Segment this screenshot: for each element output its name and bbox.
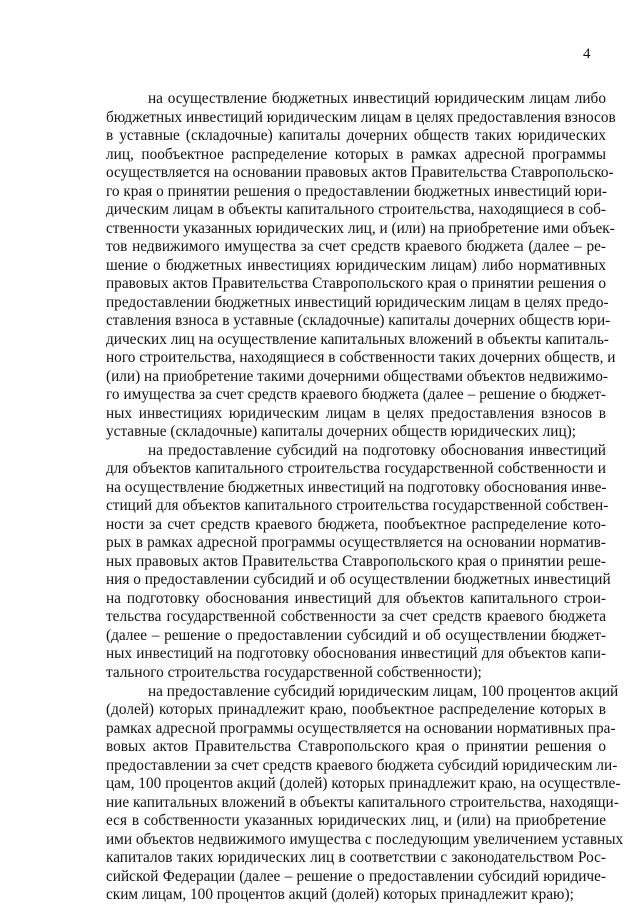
paragraph-line: предоставлении бюджетных инвестиций юридическим лицам в целях предо- (106, 293, 609, 311)
paragraph-line: ности за счет средств краевого бюджета, пообъектное распределение кото- (106, 515, 606, 533)
paragraph-line: правовых актов Правительства Ставропольского края о принятии решения о (106, 275, 606, 293)
paragraph (106, 682, 624, 905)
paragraph-line: рамках адресной программы осуществляется на основании нормативных пра- (106, 719, 616, 737)
paragraph-line: ния о предоставлении субсидий и об осуществлении бюджетных инвестиций (106, 571, 611, 589)
document-body (106, 90, 624, 905)
paragraph-line: на предоставление субсидий на подготовку обоснования инвестиций (148, 441, 606, 459)
paragraph-line: ние капитальных вложений в объекты капитального строительства, находящи- (106, 793, 619, 811)
paragraph-line: дическим лицам в объекты капитального строительства, находящиеся в соб- (106, 201, 606, 219)
paragraph-line: осуществляется на основании правовых актов Правительства Ставропольско- (106, 164, 614, 182)
paragraph-line: на предоставление субсидий юридическим лицам, 100 процентов акций (148, 682, 619, 700)
paragraph-line: бюджетных инвестиций юридическим лицам в целях предоставления взносов (106, 108, 616, 126)
paragraph-line: вовых актов Правительства Ставропольского края о принятии решения о (106, 738, 606, 756)
paragraph-line: капиталов таких юридических лиц в соответствии с законодательством Рос- (106, 849, 606, 867)
paragraph-line: рых в рамках адресной программы осуществляется на основании норматив- (106, 534, 606, 552)
paragraph-line: в уставные (складочные) капиталы дочерних обществ таких юридических (106, 127, 606, 145)
paragraph-line: ных инвестициях юридическим лицам в целях предоставления взносов в (106, 404, 606, 422)
paragraph-line: на осуществление бюджетных инвестиций на подготовку обоснования инве- (106, 478, 607, 496)
paragraph-line: ных правовых актов Правительства Ставропольского края о принятии реше- (106, 552, 606, 570)
paragraph-line: для объектов капитального строительства государственной собственности и (106, 460, 606, 478)
paragraph-line: го имущества за счет средств краевого бюджета (далее – решение о бюджет- (106, 386, 606, 404)
paragraph-line: цам, 100 процентов акций (долей) которых принадлежит краю, на осуществле- (106, 775, 621, 793)
paragraph-line: (далее – решение о предоставлении субсидий и об осуществлении бюджет- (106, 626, 606, 644)
paragraph-line: на подготовку обоснования инвестиций для объектов капитального строи- (106, 589, 606, 607)
page-number: 4 (583, 46, 591, 62)
paragraph-line: предоставлении за счет средств краевого бюджета субсидий юридическим ли- (106, 756, 618, 774)
paragraph-line: лиц, пообъектное распределение которых в рамках адресной программы (106, 145, 606, 163)
paragraph-line: еся в собственности указанных юридических лиц, и (или) на приобретение (106, 812, 606, 830)
paragraph-line: ими объектов недвижимого имущества с последующим увеличением уставных (106, 830, 624, 848)
paragraph-line: дических лиц на осуществление капитальных вложений в объекты капиталь- (106, 330, 609, 348)
paragraph-line: ного строительства, находящиеся в собственности таких дочерних обществ, и (106, 349, 616, 367)
paragraph-line: тального строительства государственной собственности); (106, 663, 482, 681)
paragraph-line: уставные (складочные) капиталы дочерних обществ юридических лиц); (106, 423, 576, 441)
paragraph-line: ственности указанных юридических лиц, и (или) на приобретение ими объек- (106, 219, 615, 237)
paragraph-line: го края о принятии решения о предоставлении бюджетных инвестиций юри- (106, 182, 607, 200)
paragraph-line: тельства государственной собственности за счет средств краевого бюджета (106, 608, 606, 626)
paragraph-line: стиций для объектов капитального строительства государственной собствен- (106, 497, 609, 515)
paragraph-line: (или) на приобретение такими дочерними обществами объектов недвижимо- (106, 367, 609, 385)
paragraph-line: ставления взноса в уставные (складочные) капиталы дочерних обществ юри- (106, 312, 611, 330)
paragraph-line: на осуществление бюджетных инвестиций юридическим лицам либо (148, 90, 606, 107)
paragraph (106, 441, 611, 683)
paragraph-line: ским лицам, 100 процентов акций (долей) которых принадлежит краю); (106, 886, 574, 904)
paragraph-line: (долей) которых принадлежит краю, пообъектное распределение которых в (106, 701, 606, 719)
paragraph-line: ных инвестиций на подготовку обоснования инвестиций для объектов капи- (106, 645, 606, 663)
paragraph-line: сийской Федерации (далее – решение о предоставлении субсидий юридиче- (106, 867, 606, 885)
paragraph-line: шение о бюджетных инвестициях юридическим лицам) либо нормативных (106, 256, 606, 274)
paragraph (106, 90, 616, 442)
paragraph-line: тов недвижимого имущества за счет средств краевого бюджета (далее – ре- (106, 238, 606, 256)
